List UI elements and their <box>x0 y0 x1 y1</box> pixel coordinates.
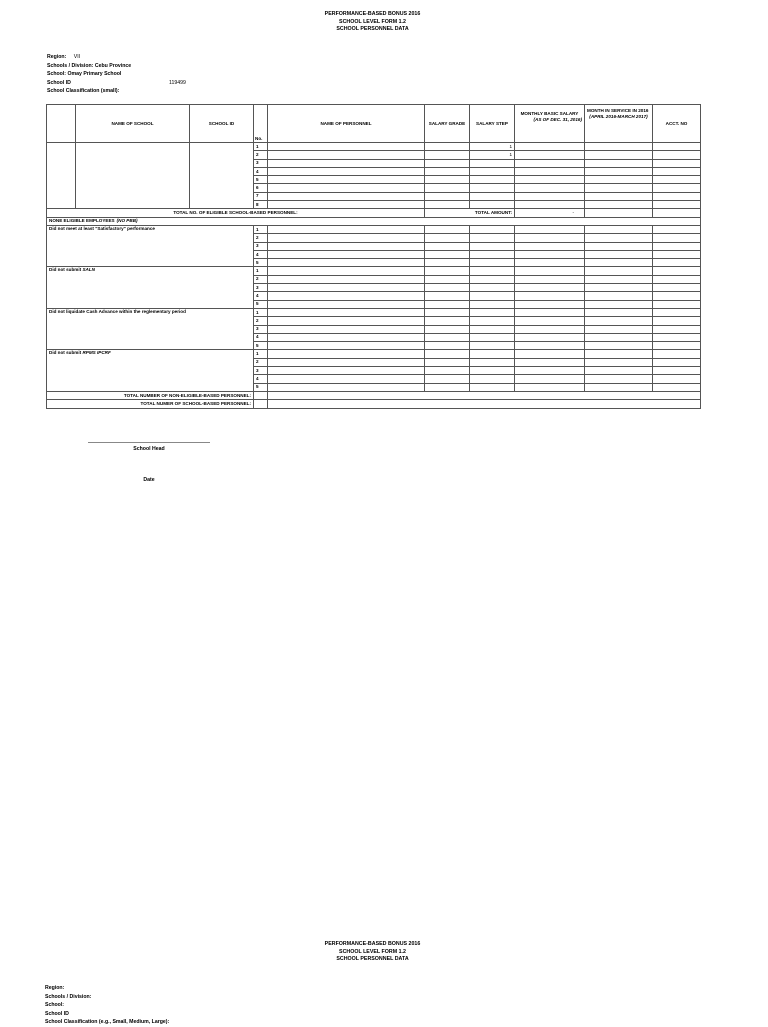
salary-grade-cell <box>425 225 470 233</box>
monthly-salary-cell <box>515 242 585 250</box>
salary-grade-cell <box>425 342 470 350</box>
month-in-service-cell <box>585 358 653 366</box>
region-label: Region: <box>47 54 67 60</box>
acct-no-cell <box>653 192 701 200</box>
month-in-service-cell <box>585 151 653 159</box>
acct-no-cell <box>653 250 701 258</box>
acct-no-cell <box>653 242 701 250</box>
row-number: 1 <box>254 308 268 316</box>
monthly-salary-cell <box>515 176 585 184</box>
personnel-name-cell <box>268 383 425 391</box>
salary-step-cell <box>470 250 515 258</box>
row-number: 1 <box>254 350 268 358</box>
region-line <box>47 53 347 62</box>
row-number: 8 <box>254 201 268 209</box>
none-eligible-heading <box>47 217 701 225</box>
page2-header-form-number: SCHOOL LEVEL FORM 1.2 <box>339 948 406 955</box>
monthly-salary-cell <box>515 317 585 325</box>
acct-no-cell <box>653 167 701 175</box>
no-header: No. <box>254 105 268 143</box>
acct-no-cell <box>653 184 701 192</box>
monthly-salary-cell <box>515 250 585 258</box>
month-in-service-cell <box>585 234 653 242</box>
row-number: 3 <box>254 284 268 292</box>
monthly-basic-salary-title: MONTHLY BASIC SALARY <box>520 111 579 116</box>
acct-no-cell <box>653 225 701 233</box>
row-number: 4 <box>254 292 268 300</box>
row-number: 3 <box>254 242 268 250</box>
school-id-cell <box>190 143 254 209</box>
page2-school-id-line: School ID <box>45 1010 69 1017</box>
salary-grade-cell <box>425 267 470 275</box>
acct-no-cell <box>653 176 701 184</box>
personnel-name-cell <box>268 325 425 333</box>
monthly-salary-cell <box>515 308 585 316</box>
monthly-salary-cell <box>515 234 585 242</box>
reason-label: Did not meet at least "Satisfactory" performance <box>49 225 155 231</box>
month-in-service-cell <box>585 184 653 192</box>
monthly-salary-cell <box>515 143 585 151</box>
school-id-line <box>47 79 347 88</box>
classification-line: School Classification (small): <box>47 88 120 94</box>
salary-grade-cell <box>425 143 470 151</box>
salary-grade-cell <box>425 184 470 192</box>
acct-no-cell <box>653 292 701 300</box>
row-number: 6 <box>254 184 268 192</box>
page2-form-header <box>0 941 745 964</box>
total-non-eligible-label: TOTAL NUMBER OF NON-ELIGIBLE-BASED PERSONNEL: <box>47 391 254 399</box>
non-eligible-row <box>47 225 701 233</box>
monthly-salary-cell <box>515 333 585 341</box>
month-in-service-cell <box>585 284 653 292</box>
monthly-salary-cell <box>515 284 585 292</box>
school-id-header: SCHOOL ID <box>190 105 254 143</box>
page2-classification-line: School Classification (e.g., Small, Medium, Large): <box>45 1019 170 1025</box>
row-number: 1 <box>254 143 268 151</box>
header-form-number: SCHOOL LEVEL FORM 1.2 <box>339 18 406 25</box>
acct-no-cell <box>653 333 701 341</box>
acct-no-cell <box>653 342 701 350</box>
row-number: 2 <box>254 151 268 159</box>
page2-region-line: Region: <box>45 985 65 991</box>
header-subtitle: SCHOOL PERSONNEL DATA <box>336 26 409 32</box>
acct-no-cell <box>653 234 701 242</box>
total-acct-cell <box>653 209 701 217</box>
month-in-service-cell <box>585 275 653 283</box>
salary-step-cell: 1 <box>470 143 515 151</box>
total-value-cell <box>268 391 701 399</box>
salary-grade-cell <box>425 242 470 250</box>
monthly-salary-cell <box>515 325 585 333</box>
month-in-service-cell <box>585 259 653 267</box>
row-number: 5 <box>254 383 268 391</box>
salary-grade-cell <box>425 383 470 391</box>
month-in-service-cell <box>585 250 653 258</box>
salary-step-header: SALARY STEP <box>470 105 515 143</box>
total-row <box>47 400 701 408</box>
personnel-name-cell <box>268 300 425 308</box>
acct-no-cell <box>653 350 701 358</box>
monthly-salary-cell <box>515 383 585 391</box>
salary-grade-cell <box>425 350 470 358</box>
personnel-name-cell <box>268 167 425 175</box>
month-in-service-cell <box>585 267 653 275</box>
personnel-name-cell <box>268 250 425 258</box>
salary-step-cell <box>470 300 515 308</box>
salary-step-cell <box>470 225 515 233</box>
monthly-salary-cell <box>515 350 585 358</box>
monthly-salary-cell <box>515 159 585 167</box>
row-number: 3 <box>254 367 268 375</box>
month-in-service-cell <box>585 143 653 151</box>
salary-grade-cell <box>425 358 470 366</box>
monthly-salary-cell <box>515 167 585 175</box>
acct-no-cell <box>653 143 701 151</box>
salary-grade-cell <box>425 201 470 209</box>
acct-no-cell <box>653 375 701 383</box>
salary-grade-cell <box>425 275 470 283</box>
salary-step-cell <box>470 159 515 167</box>
reason-label: Did not liquidate Cash Advance within the reglementary period <box>49 308 186 314</box>
total-no-cell <box>254 391 268 399</box>
salary-step-cell <box>470 350 515 358</box>
acct-no-cell <box>653 201 701 209</box>
page2-division-line: Schools / Division: <box>45 993 92 1000</box>
salary-step-cell <box>470 176 515 184</box>
row-number: 3 <box>254 325 268 333</box>
none-eligible-label: NONE ELIGIBLE EMPLOYEES <box>49 218 115 224</box>
salary-step-cell <box>470 275 515 283</box>
salary-step-cell <box>470 259 515 267</box>
personnel-name-cell <box>268 284 425 292</box>
month-in-service-cell <box>585 350 653 358</box>
month-in-service-cell <box>585 300 653 308</box>
month-in-service-cell <box>585 176 653 184</box>
reason-label: Did not submit <box>49 267 83 273</box>
month-in-service-cell <box>585 192 653 200</box>
month-in-service-cell <box>585 292 653 300</box>
month-in-service-cell <box>585 383 653 391</box>
page2-school-line: School: <box>45 1002 65 1008</box>
page2-header-title: PERFORMANCE-BASED BONUS 2016 <box>324 941 421 947</box>
monthly-salary-cell <box>515 358 585 366</box>
page2-header-subtitle: SCHOOL PERSONNEL DATA <box>336 956 409 962</box>
row-number: 1 <box>254 267 268 275</box>
month-in-service-cell <box>585 317 653 325</box>
month-in-service-cell <box>585 242 653 250</box>
total-row <box>47 391 701 399</box>
personnel-name-cell <box>268 201 425 209</box>
acct-no-header: ACCT. NO <box>653 105 701 143</box>
header-title: PERFORMANCE-BASED BONUS 2016 <box>324 11 421 17</box>
school-id-value: 119499 <box>169 79 186 86</box>
row-number: 4 <box>254 250 268 258</box>
row-number: 1 <box>254 225 268 233</box>
salary-step-cell <box>470 333 515 341</box>
monthly-salary-cell <box>515 367 585 375</box>
row-number: 2 <box>254 317 268 325</box>
acct-no-cell <box>653 317 701 325</box>
non-eligible-row <box>47 308 701 316</box>
row-number: 5 <box>254 259 268 267</box>
personnel-name-cell <box>268 275 425 283</box>
salary-grade-cell <box>425 192 470 200</box>
acct-no-cell <box>653 159 701 167</box>
none-eligible-row <box>47 217 701 225</box>
school-info <box>47 53 347 96</box>
monthly-salary-cell <box>515 151 585 159</box>
salary-grade-cell <box>425 167 470 175</box>
name-of-personnel-header: NAME OF PERSONNEL <box>268 105 425 143</box>
signature-line <box>88 442 210 443</box>
reason-label-cell <box>47 350 254 391</box>
personnel-name-cell <box>268 375 425 383</box>
salary-grade-cell <box>425 333 470 341</box>
date-label: Date <box>143 477 155 483</box>
salary-step-cell <box>470 375 515 383</box>
monthly-salary-cell <box>515 192 585 200</box>
row-number: 4 <box>254 333 268 341</box>
personnel-name-cell <box>268 143 425 151</box>
reason-label-emphasis: RPMS IPCRF <box>82 350 111 356</box>
month-in-service-cell <box>585 375 653 383</box>
blank-header-cell <box>47 105 76 143</box>
personnel-name-cell <box>268 292 425 300</box>
salary-step-cell <box>470 192 515 200</box>
salary-step-cell <box>470 317 515 325</box>
month-in-service-note: (APRIL 2016-MARCH 2017) <box>589 114 648 119</box>
month-in-service-cell <box>585 325 653 333</box>
row-number: 4 <box>254 167 268 175</box>
personnel-name-cell <box>268 225 425 233</box>
personnel-name-cell <box>268 151 425 159</box>
row-number: 5 <box>254 176 268 184</box>
month-in-service-header <box>585 105 653 143</box>
monthly-salary-cell <box>515 300 585 308</box>
personnel-name-cell <box>268 242 425 250</box>
school-head-label: School Head <box>133 446 165 452</box>
month-in-service-cell <box>585 333 653 341</box>
table-header-row <box>47 105 701 143</box>
salary-grade-cell <box>425 292 470 300</box>
personnel-name-cell <box>268 367 425 375</box>
row-number: 7 <box>254 192 268 200</box>
salary-step-cell <box>470 201 515 209</box>
salary-step-cell: 1 <box>470 151 515 159</box>
salary-grade-cell <box>425 176 470 184</box>
acct-no-cell <box>653 367 701 375</box>
monthly-salary-cell <box>515 184 585 192</box>
salary-step-cell <box>470 308 515 316</box>
month-in-service-cell <box>585 342 653 350</box>
name-of-school-header: NAME OF SCHOOL <box>76 105 190 143</box>
acct-no-cell <box>653 383 701 391</box>
monthly-salary-cell <box>515 201 585 209</box>
acct-no-cell <box>653 267 701 275</box>
salary-grade-cell <box>425 325 470 333</box>
row-number: 5 <box>254 300 268 308</box>
monthly-salary-cell <box>515 225 585 233</box>
personnel-name-cell <box>268 308 425 316</box>
row-number: 2 <box>254 275 268 283</box>
month-in-service-cell <box>585 159 653 167</box>
acct-no-cell <box>653 284 701 292</box>
salary-step-cell <box>470 234 515 242</box>
non-eligible-row <box>47 267 701 275</box>
salary-grade-cell <box>425 284 470 292</box>
salary-grade-header: SALARY GRADE <box>425 105 470 143</box>
month-in-service-title: MONTH IN SERVICE IN 2016 <box>587 108 649 113</box>
reason-label: Did not submit <box>49 350 83 356</box>
monthly-salary-cell <box>515 259 585 267</box>
salary-step-cell <box>470 383 515 391</box>
total-eligible-row <box>47 209 701 217</box>
total-value-cell <box>268 400 701 408</box>
reason-label-cell <box>47 267 254 308</box>
personnel-name-cell <box>268 159 425 167</box>
reason-label-cell <box>47 308 254 349</box>
salary-step-cell <box>470 367 515 375</box>
monthly-basic-salary-note: (AS OF DEC. 31, 2016) <box>533 117 582 122</box>
acct-no-cell <box>653 325 701 333</box>
monthly-basic-salary-header <box>515 105 585 143</box>
reason-label-cell <box>47 225 254 266</box>
salary-step-cell <box>470 242 515 250</box>
salary-step-cell <box>470 292 515 300</box>
total-month-cell <box>585 209 653 217</box>
salary-grade-cell <box>425 151 470 159</box>
page2-school-info <box>45 984 345 1027</box>
salary-step-cell <box>470 342 515 350</box>
salary-step-cell <box>470 358 515 366</box>
row-number: 2 <box>254 234 268 242</box>
monthly-salary-cell <box>515 267 585 275</box>
salary-grade-cell <box>425 159 470 167</box>
month-in-service-cell <box>585 167 653 175</box>
row-number: 4 <box>254 375 268 383</box>
form-header <box>0 11 745 34</box>
personnel-name-cell <box>268 176 425 184</box>
total-amount-label: TOTAL AMOUNT: <box>425 209 515 217</box>
month-in-service-cell <box>585 367 653 375</box>
monthly-salary-cell <box>515 275 585 283</box>
salary-grade-cell <box>425 317 470 325</box>
salary-grade-cell <box>425 375 470 383</box>
eligible-row <box>47 143 701 151</box>
row-number: 3 <box>254 159 268 167</box>
month-in-service-cell <box>585 201 653 209</box>
personnel-name-cell <box>268 342 425 350</box>
acct-no-cell <box>653 358 701 366</box>
salary-step-cell <box>470 325 515 333</box>
personnel-name-cell <box>268 234 425 242</box>
personnel-name-cell <box>268 192 425 200</box>
salary-step-cell <box>470 284 515 292</box>
row-number: 2 <box>254 358 268 366</box>
school-line: School: Omay Primary School <box>47 71 122 77</box>
salary-grade-cell <box>425 259 470 267</box>
monthly-salary-cell <box>515 375 585 383</box>
salary-grade-cell <box>425 234 470 242</box>
reason-label-emphasis: SALN <box>82 267 95 273</box>
personnel-name-cell <box>268 259 425 267</box>
school-name-cell <box>76 143 190 209</box>
total-school-based-label: TOTAL NUMER OF SCHOOL-BASED PERSONNEL: <box>47 400 254 408</box>
acct-no-cell <box>653 275 701 283</box>
salary-grade-cell <box>425 367 470 375</box>
month-in-service-cell <box>585 308 653 316</box>
salary-grade-cell <box>425 300 470 308</box>
personnel-name-cell <box>268 184 425 192</box>
acct-no-cell <box>653 259 701 267</box>
none-eligible-note: (NO PBB) <box>116 218 138 224</box>
region-value: VII <box>73 54 81 60</box>
personnel-name-cell <box>268 333 425 341</box>
eligible-blank-cell <box>47 143 76 209</box>
total-eligible-label: TOTAL NO. OF ELIGIBLE SCHOOL-BASED PERSONNEL: <box>47 209 425 217</box>
total-no-cell <box>254 400 268 408</box>
month-in-service-cell <box>585 225 653 233</box>
salary-step-cell <box>470 184 515 192</box>
monthly-salary-cell <box>515 292 585 300</box>
acct-no-cell <box>653 308 701 316</box>
personnel-name-cell <box>268 267 425 275</box>
salary-step-cell <box>470 167 515 175</box>
salary-grade-cell <box>425 308 470 316</box>
salary-grade-cell <box>425 250 470 258</box>
acct-no-cell <box>653 300 701 308</box>
division-line: Schools / Division: Cebu Province <box>47 62 132 69</box>
non-eligible-row <box>47 350 701 358</box>
personnel-name-cell <box>268 350 425 358</box>
personnel-name-cell <box>268 317 425 325</box>
row-number: 5 <box>254 342 268 350</box>
personnel-name-cell <box>268 358 425 366</box>
total-amount-value: - <box>515 209 585 217</box>
monthly-salary-cell <box>515 342 585 350</box>
acct-no-cell <box>653 151 701 159</box>
school-id-label: School ID <box>47 79 71 86</box>
salary-step-cell <box>470 267 515 275</box>
personnel-table <box>46 104 701 409</box>
